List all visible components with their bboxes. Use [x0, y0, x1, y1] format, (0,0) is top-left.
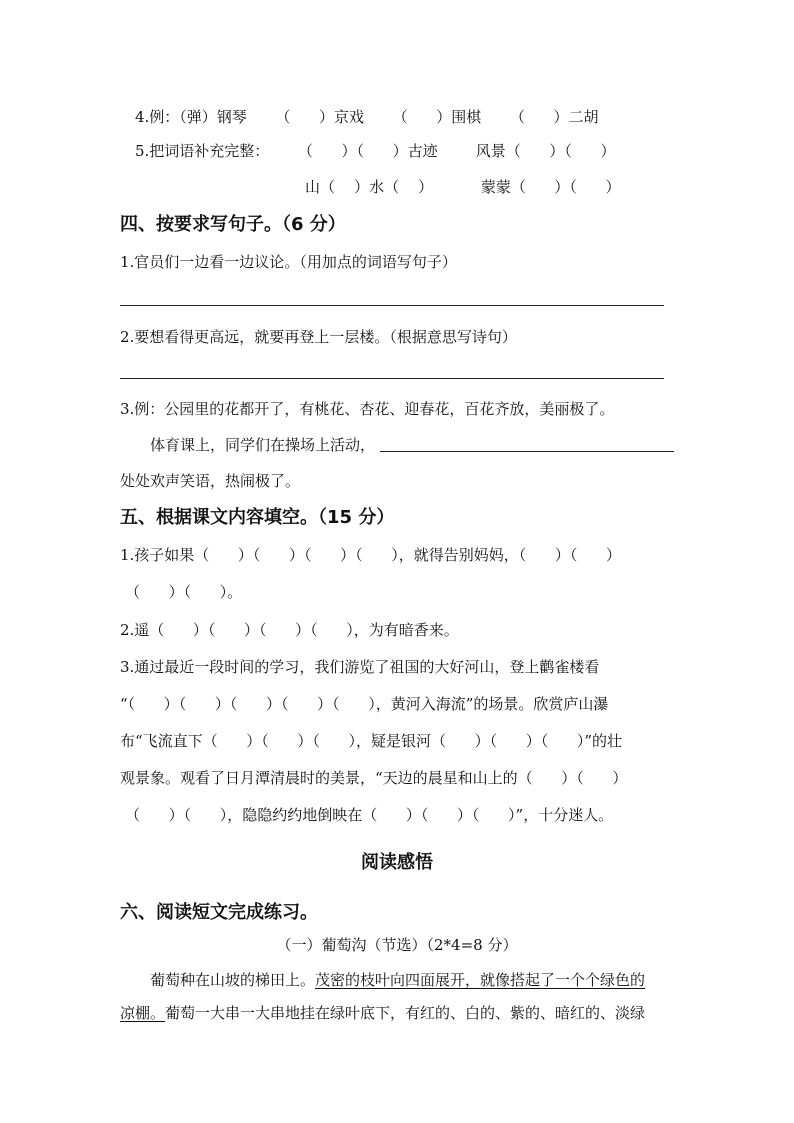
passage-line-1 [150, 970, 645, 990]
section-5-question-1-line-2: （ ）（ ）。 [125, 583, 243, 601]
section-4-question-3-example: 3.例：公园里的花都开了，有桃花、杏花、迎春花，百花齐放，美丽极了。 [120, 400, 615, 418]
section-5-question-3-line-3: 布“飞流直下（ ）（ ）（ ），疑是银河（ ）（ ）（ ）”的壮 [120, 732, 622, 750]
section-5-question-3-line-4: 观景象。观看了日月潭清晨时的美景，“天边的晨星和山上的（ ）（ ） [120, 769, 628, 787]
underlined-sentence: 茂密的枝叶向四面展开，就像搭起了一个个绿色的 [315, 971, 646, 989]
question-5-line-2: 山（ ）水（ ） 蒙蒙（ ）（ ） [305, 178, 621, 196]
answer-line-1[interactable] [120, 305, 664, 306]
underlined-sentence-end: 凉棚。 [120, 1004, 166, 1022]
section-4-heading: 四、按要求写句子。（6 分） [120, 214, 346, 235]
section-4-question-1: 1.官员们一边看一边议论。（用加点的词语写句子） [120, 253, 457, 271]
section-5-heading: 五、根据课文内容填空。（15 分） [120, 507, 395, 528]
reading-title: 阅读感悟 [361, 852, 433, 873]
answer-line-3[interactable] [380, 451, 674, 452]
section-4-question-3-ending: 处处欢声笑语，热闹极了。 [120, 472, 301, 490]
section-5-question-1-line-1: 1.孩子如果（ ）（ ）（ ）（ ），就得告别妈妈，（ ）（ ） [120, 546, 621, 564]
section-5-question-3-line-1: 3.通过最近一段时间的学习，我们游览了祖国的大好河山，登上鹳雀楼看 [120, 658, 600, 676]
section-5-question-2: 2.遥（ ）（ ）（ ）（ ），为有暗香来。 [120, 621, 459, 639]
section-5-question-3-line-2: “（ ）（ ）（ ）（ ）（ ），黄河入海流”的场景。欣赏庐山瀑 [120, 695, 609, 713]
passage-sentence-3: 葡萄一大串一大串地挂在绿叶底下，有红的、白的、紫的、暗红的、淡绿 [165, 1004, 646, 1022]
passage-line-2 [120, 1003, 645, 1023]
section-6-heading: 六、阅读短文完成练习。 [120, 902, 318, 923]
passage-title: （一）葡萄沟（节选）（2*4=8 分） [276, 936, 518, 954]
section-5-question-3-line-5: （ ）（ ），隐隐约约地倒映在（ ）（ ）（ ）”，十分迷人。 [125, 806, 614, 824]
section-4-question-2: 2.要想看得更高远，就要再登上一层楼。（根据意思写诗句） [120, 328, 517, 346]
passage-sentence-1: 葡萄种在山坡的梯田上。 [150, 971, 316, 989]
section-4-question-3-prompt: 体育课上，同学们在操场上活动， [150, 436, 376, 454]
question-4: 4.例：（弹）钢琴 （ ）京戏 （ ）围棋 （ ）二胡 [135, 108, 599, 126]
question-5-line-1: 5.把词语补充完整： （ ）（ ）古迹 风景（ ）（ ） [135, 142, 616, 160]
answer-line-2[interactable] [120, 378, 664, 379]
